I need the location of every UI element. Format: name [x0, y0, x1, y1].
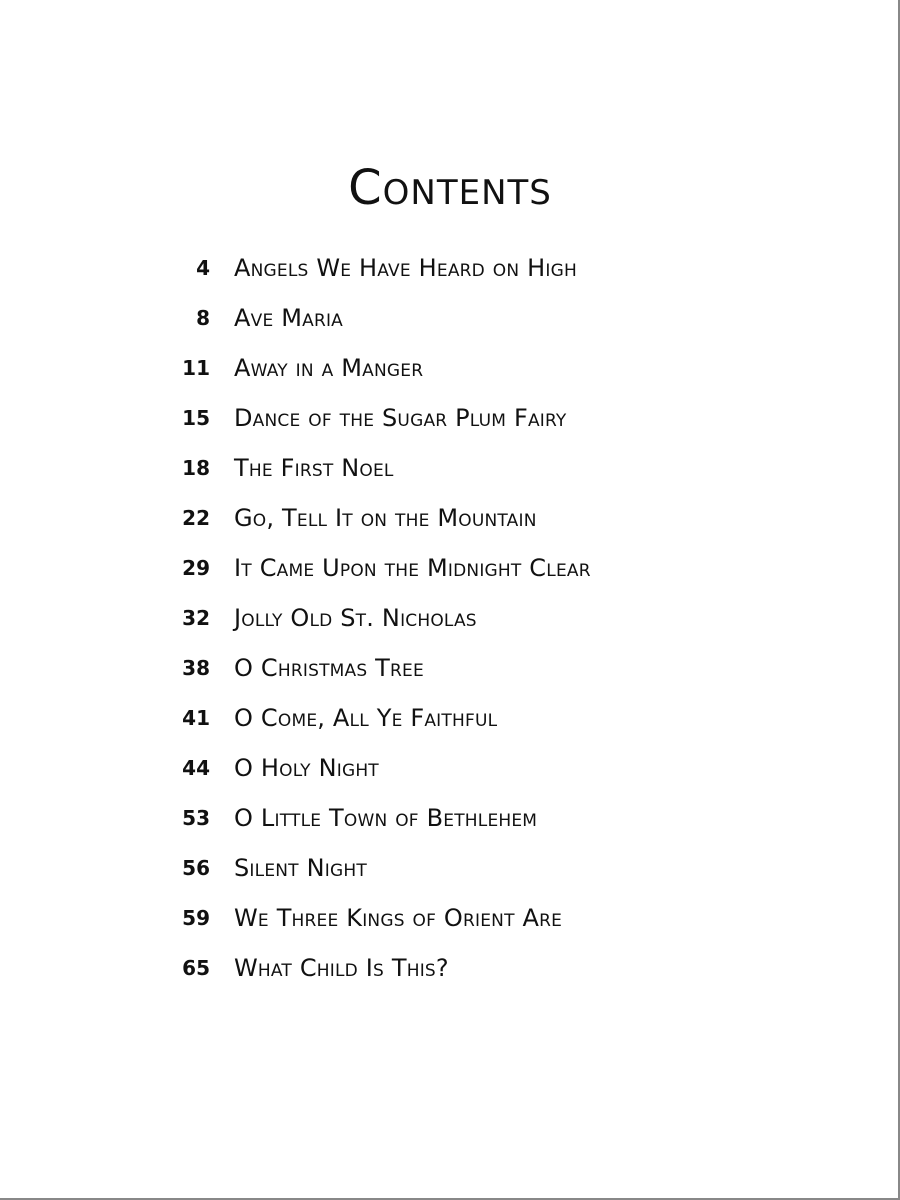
toc-entry-title: Go, Tell It on the Mountain [234, 504, 537, 532]
toc-page-number: 8 [196, 306, 210, 330]
toc-entry [160, 693, 800, 743]
toc-page-number: 44 [182, 756, 210, 780]
toc-entry-title: O Come, All Ye Faithful [234, 704, 498, 732]
toc-entry [160, 743, 800, 793]
toc-entry-title: O Holy Night [234, 754, 379, 782]
toc-entry [160, 293, 800, 343]
toc-entry [160, 893, 800, 943]
toc-page-number: 18 [182, 456, 210, 480]
toc-page-number: 29 [182, 556, 210, 580]
toc-page-number: 4 [196, 256, 210, 280]
toc-entry [160, 243, 800, 293]
toc-entry [160, 643, 800, 693]
toc-entry-title: O Little Town of Bethlehem [234, 804, 538, 832]
toc-entry [160, 343, 800, 393]
toc-page-number: 65 [182, 956, 210, 980]
table-of-contents [160, 243, 800, 993]
toc-entry-title: Away in a Manger [234, 354, 424, 382]
toc-entry [160, 843, 800, 893]
toc-page-number: 59 [182, 906, 210, 930]
toc-page-number: 32 [182, 606, 210, 630]
toc-entry-title: Ave Maria [234, 304, 344, 332]
toc-entry-title: Silent Night [234, 854, 367, 882]
toc-page-number: 15 [182, 406, 210, 430]
toc-entry-title: What Child Is This? [234, 954, 449, 982]
toc-page-number: 11 [182, 356, 210, 380]
toc-entry-title: Jolly Old St. Nicholas [234, 604, 477, 632]
toc-page-number: 22 [182, 506, 210, 530]
toc-entry-title: It Came Upon the Midnight Clear [234, 554, 591, 582]
toc-page-number: 56 [182, 856, 210, 880]
toc-entry [160, 443, 800, 493]
toc-page-number: 41 [182, 706, 210, 730]
toc-entry [160, 393, 800, 443]
toc-entry-title: Angels We Have Heard on High [234, 254, 577, 282]
toc-entry [160, 493, 800, 543]
toc-entry-title: We Three Kings of Orient Are [234, 904, 563, 932]
toc-page-number: 53 [182, 806, 210, 830]
toc-entry [160, 943, 800, 993]
toc-entry [160, 543, 800, 593]
toc-entry-title: Dance of the Sugar Plum Fairy [234, 404, 567, 432]
toc-entry-title: The First Noel [234, 454, 394, 482]
page-title: Contents [348, 160, 552, 216]
toc-entry [160, 793, 800, 843]
toc-entry-title: O Christmas Tree [234, 654, 424, 682]
toc-entry [160, 593, 800, 643]
toc-page-number: 38 [182, 656, 210, 680]
